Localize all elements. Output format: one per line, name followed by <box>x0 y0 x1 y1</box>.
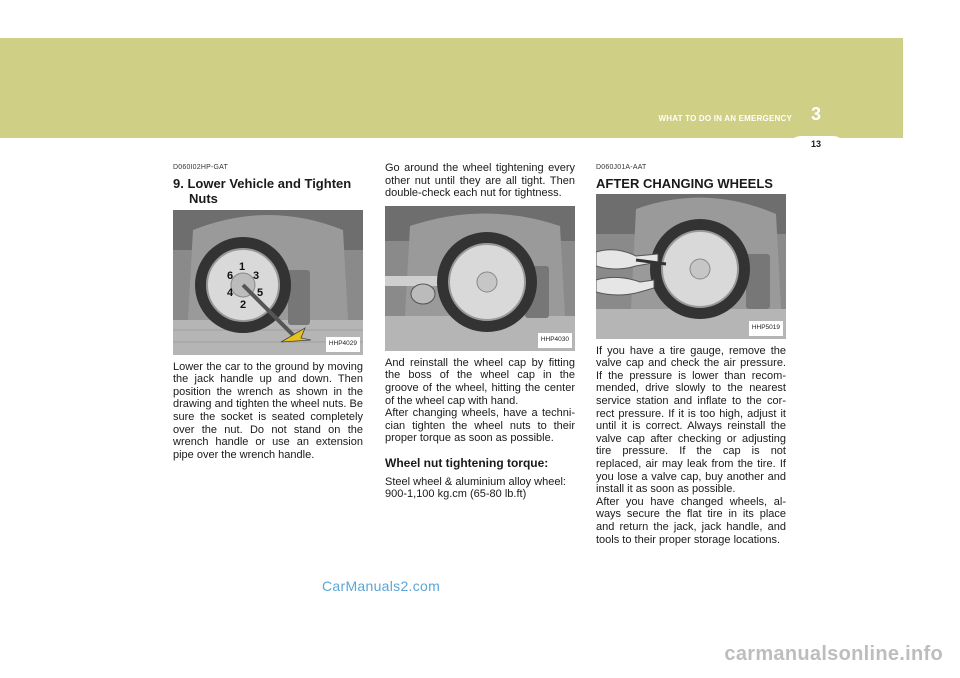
chapter-number: 3 <box>810 104 821 124</box>
column-2 <box>385 162 575 501</box>
nut-label-6: 6 <box>227 269 234 282</box>
nut-label-4: 4 <box>227 286 234 299</box>
section-code: D060I02HP-GAT <box>173 164 228 171</box>
torque-value: Steel wheel & aluminium alloy wheel: 900-1,100 kg.cm (65-80 lb.ft) <box>385 475 566 501</box>
column-1 <box>173 162 363 461</box>
body-text: And reinstall the wheel cap by fitting the boss of the wheel cap in the groove of the wheel, hitting the center of the wheel cap with hand. <box>385 356 575 407</box>
watermark-text: carmanualsonline.info <box>724 643 943 665</box>
column-3 <box>596 162 786 546</box>
wheel-illustration <box>173 210 363 355</box>
wheel-illustration <box>596 194 786 339</box>
body-text: If you have a tire gauge, remove the valve cap and check the air pressure. If the pressure is lower than recom-mended, drive slowly to the nearest service station and inflate to the cor-rect pressure. If it is too high, adjust it until it is correct. Always reinstall the valve cap after checking or adjusting tire pressure. If the cap is not replaced, air may leak from the tire. If you lose a valve cap, buy another and install it as soon as possible. <box>596 344 786 496</box>
intro-text: Go around the wheel tightening every other nut until they are all tight. Then double-check each nut for tightness. <box>385 162 575 200</box>
nut-label-3: 3 <box>253 269 260 282</box>
section-title: WHAT TO DO IN AN EMERGENCY <box>658 114 792 123</box>
header-band <box>0 38 903 138</box>
body-text: After changing wheels, have a techni-cian tighten the wheel nuts to their proper torque as soon as possible. <box>385 407 575 445</box>
figure-code: HHP5019 <box>749 321 783 336</box>
page-number: 13 <box>810 139 821 149</box>
wheel-cap-illustration <box>385 206 575 351</box>
figure-code: HHP4029 <box>326 337 360 352</box>
wheel-illustration <box>385 206 575 351</box>
nut-label-2: 2 <box>240 298 247 311</box>
nut-label-1: 1 <box>239 260 246 273</box>
body-text: After you have changed wheels, al-ways secure the flat tire in its place and return the jack, jack handle, and tools to their proper storage locations. <box>596 495 786 546</box>
section-heading: AFTER CHANGING WHEELS <box>596 175 773 191</box>
figure-code: HHP4030 <box>538 333 572 348</box>
nut-label-5: 5 <box>257 286 264 299</box>
section-heading: 9. Lower Vehicle and Tighten Nuts <box>173 175 352 206</box>
wheel-nut-diagram <box>173 210 363 355</box>
section-code: D060J01A-AAT <box>596 164 647 171</box>
tire-gauge-illustration <box>596 194 786 339</box>
torque-subheading: Wheel nut tightening torque: <box>385 455 549 470</box>
body-text: Lower the car to the ground by moving the jack handle up and down. Then position the wrench as shown in the drawing and tighten the wheel nuts. Be sure the socket is seated completely over the nut. Do not stand on the wrench handle or use an extension pipe over the wrench handle. <box>173 360 363 461</box>
carmanuals-logo[interactable]: CarManuals2.com <box>322 578 441 594</box>
